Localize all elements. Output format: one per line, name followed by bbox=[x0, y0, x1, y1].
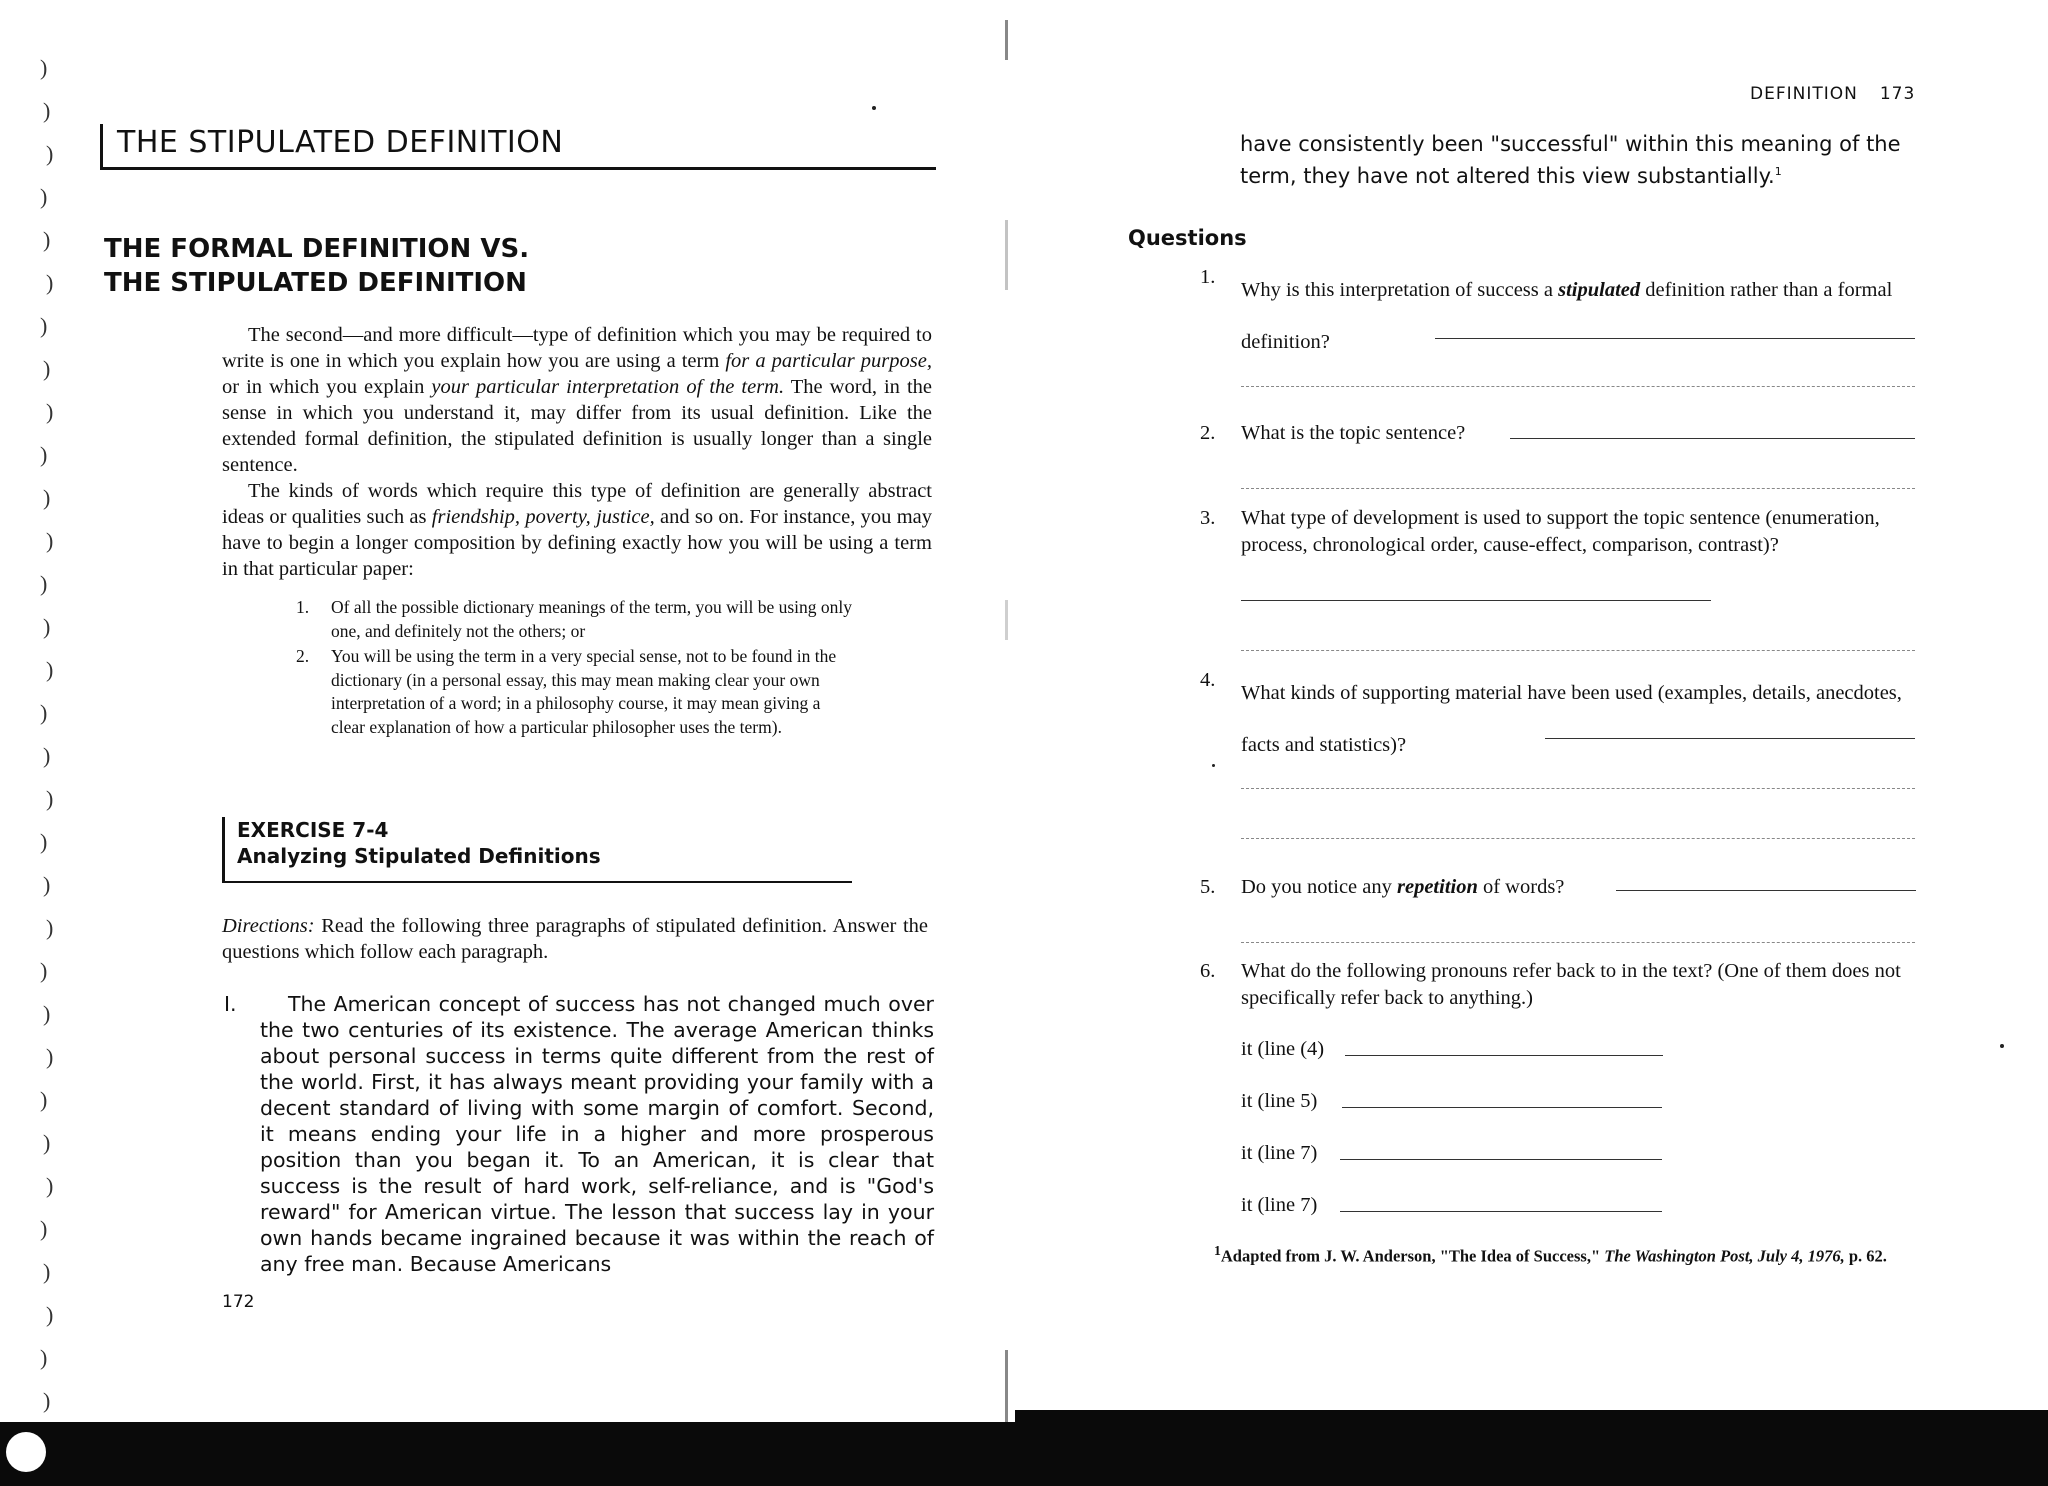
essay-number: I. bbox=[224, 992, 237, 1016]
text-run: and so on. For instance, you may have to begin a longer composition by defining exactly how you will be using a term in that particular paper: bbox=[222, 506, 933, 580]
italic-text-run: for a particular purpose, bbox=[725, 350, 932, 372]
binding-mark: ) bbox=[43, 1259, 51, 1284]
directions-label: Directions: bbox=[222, 915, 315, 937]
binding-mark: ) bbox=[40, 829, 48, 854]
answer-line[interactable] bbox=[1241, 942, 1915, 943]
binding-mark: ) bbox=[46, 915, 54, 940]
essay-passage bbox=[222, 991, 934, 1277]
binding-mark: ) bbox=[46, 657, 54, 682]
binding-mark: ) bbox=[46, 1302, 54, 1327]
binding-mark: ) bbox=[43, 485, 51, 510]
question-text bbox=[1241, 958, 1920, 1012]
intro-body bbox=[222, 322, 932, 582]
question-text bbox=[1241, 420, 1920, 447]
list-item-text: Of all the possible dictionary meanings of the term, you will be using only one, and definitely not the others; or bbox=[331, 597, 853, 641]
footnote-reference: 1 bbox=[1774, 165, 1782, 178]
text-run: The kinds of words which require this type of definition are generally abstract ideas or qualities such as bbox=[222, 480, 932, 528]
text-run: Do you notice any bbox=[1241, 876, 1397, 898]
answer-line[interactable] bbox=[1545, 738, 1915, 739]
exercise-header bbox=[222, 817, 852, 883]
numbered-list bbox=[296, 596, 856, 741]
binding-mark: ) bbox=[46, 1044, 54, 1069]
question-4 bbox=[1200, 667, 1920, 771]
binding-mark: ) bbox=[40, 700, 48, 725]
intro-paragraph-2 bbox=[222, 478, 932, 582]
list-item-text: You will be using the term in a very special sense, not to be found in the dictionary (in a personal essay, this may mean making clear your own interpretation of a word; in a philosophy course, it may mean giving a clear explanation of how a particular philosopher uses the term). bbox=[331, 646, 837, 737]
footnote bbox=[1214, 1243, 1887, 1267]
text-run: What kinds of supporting material have been used (examples, details, anecdotes, facts and statistics)? bbox=[1241, 682, 1902, 756]
answer-line[interactable] bbox=[1241, 788, 1915, 789]
binding-mark: ) bbox=[40, 571, 48, 596]
question-text bbox=[1241, 505, 1920, 559]
answer-line[interactable] bbox=[1241, 838, 1915, 839]
binding-mark: ) bbox=[40, 313, 48, 338]
text-run: What is the topic sentence? bbox=[1241, 422, 1466, 444]
footnote-text: Adapted from J. W. Anderson, "The Idea of Success," bbox=[1220, 1246, 1605, 1266]
list-item-number: 2. bbox=[296, 646, 310, 666]
binding-edge-marks bbox=[40, 55, 80, 1435]
exercise-number: EXERCISE 7-4 bbox=[237, 818, 389, 842]
question-text bbox=[1241, 264, 1920, 368]
italic-text-run: repetition bbox=[1397, 876, 1478, 898]
list-item bbox=[296, 596, 856, 643]
text-run: What do the following pronouns refer back to in the text? (One of them does not specifically refer back to anything.) bbox=[1241, 960, 1901, 1009]
pronoun-item bbox=[1241, 1088, 1317, 1115]
binding-mark: ) bbox=[46, 399, 54, 424]
binding-mark: ) bbox=[40, 55, 48, 80]
list-item-number: 1. bbox=[296, 597, 310, 617]
binding-mark: ) bbox=[40, 184, 48, 209]
answer-line[interactable] bbox=[1345, 1055, 1663, 1056]
pronoun-item bbox=[1241, 1036, 1324, 1063]
question-1 bbox=[1200, 264, 1920, 368]
answer-line[interactable] bbox=[1340, 1159, 1662, 1160]
binding-mark: ) bbox=[43, 1388, 51, 1413]
italic-text-run: friendship, poverty, justice, bbox=[431, 506, 655, 528]
page-number-right: 173 bbox=[1879, 84, 1916, 104]
pronoun-label: it (line 7) bbox=[1241, 1142, 1318, 1164]
text-run: Why is this interpretation of success a bbox=[1241, 279, 1559, 301]
answer-line[interactable] bbox=[1241, 386, 1915, 387]
binding-mark: ) bbox=[46, 528, 54, 553]
binding-mark: ) bbox=[46, 1173, 54, 1198]
continued-paragraph bbox=[1240, 131, 1918, 190]
text-run: of words? bbox=[1477, 876, 1565, 898]
binding-mark: ) bbox=[40, 1087, 48, 1112]
section-heading-line: THE FORMAL DEFINITION VS. bbox=[104, 234, 530, 264]
binding-mark: ) bbox=[40, 1345, 48, 1370]
answer-line[interactable] bbox=[1241, 650, 1915, 651]
question-number: 2. bbox=[1200, 422, 1216, 444]
questions-heading: Questions bbox=[1128, 226, 1247, 250]
answer-line[interactable] bbox=[1342, 1107, 1662, 1108]
answer-line[interactable] bbox=[1435, 338, 1915, 339]
answer-line[interactable] bbox=[1241, 488, 1915, 489]
binding-mark: ) bbox=[43, 356, 51, 381]
italic-text-run: your particular interpretation of the term. bbox=[431, 376, 785, 398]
footnote-source: The Washington Post, July 4, 1976, bbox=[1604, 1246, 1845, 1266]
footnote-marker: 1 bbox=[1214, 1243, 1221, 1258]
answer-line[interactable] bbox=[1241, 600, 1711, 601]
footnote-page: p. 62. bbox=[1844, 1246, 1887, 1266]
binding-mark: ) bbox=[46, 141, 54, 166]
question-number: 3. bbox=[1200, 507, 1216, 529]
section-heading bbox=[104, 232, 704, 300]
directions-text: Read the following three paragraphs of stipulated definition. Answer the questions which follow each paragraph. bbox=[222, 915, 928, 963]
binding-mark: ) bbox=[40, 958, 48, 983]
binding-mark: ) bbox=[40, 442, 48, 467]
binding-mark: ) bbox=[43, 1130, 51, 1155]
intro-paragraph-1 bbox=[222, 322, 932, 478]
binding-mark: ) bbox=[43, 227, 51, 252]
binding-mark: ) bbox=[43, 98, 51, 123]
exercise-title: Analyzing Stipulated Definitions bbox=[237, 844, 601, 868]
running-head bbox=[1750, 84, 1915, 104]
question-3 bbox=[1200, 505, 1920, 559]
binding-mark: ) bbox=[43, 872, 51, 897]
binding-mark: ) bbox=[46, 786, 54, 811]
question-text bbox=[1241, 874, 1920, 901]
page-number-left: 172 bbox=[222, 1292, 255, 1312]
text-run: definition rather than a formal definition? bbox=[1241, 279, 1893, 353]
question-number: 1. bbox=[1200, 266, 1216, 288]
pronoun-label: it (line 5) bbox=[1241, 1090, 1318, 1112]
question-number: 6. bbox=[1200, 960, 1216, 982]
pronoun-item bbox=[1241, 1192, 1317, 1219]
scan-speck bbox=[2000, 1044, 2004, 1048]
answer-line[interactable] bbox=[1340, 1211, 1662, 1212]
question-number: 4. bbox=[1200, 669, 1216, 691]
question-6 bbox=[1200, 958, 1920, 1012]
directions bbox=[222, 913, 928, 965]
text-run: What type of development is used to support the topic sentence (enumeration, process, chronological order, cause-effect, comparison, contrast)? bbox=[1241, 507, 1880, 556]
pronoun-label: it (line (4) bbox=[1241, 1038, 1325, 1060]
book-spine-gutter bbox=[1005, 20, 1009, 1420]
binding-mark: ) bbox=[43, 1001, 51, 1026]
pronoun-item bbox=[1241, 1140, 1317, 1167]
binding-mark: ) bbox=[40, 1216, 48, 1241]
answer-line[interactable] bbox=[1616, 890, 1916, 891]
scan-bottom-shadow bbox=[0, 1422, 2048, 1486]
binding-mark: ) bbox=[43, 614, 51, 639]
text-run: The word, in the sense in which you understand it, may differ from its usual definition. Like the extended formal definition, the stipulated definition is usually longer than a single sentence. bbox=[222, 376, 932, 476]
text-run: The second—and more difficult—type of definition which you may be required to write is one in which you explain how you are using a term bbox=[222, 324, 932, 372]
binding-mark: ) bbox=[43, 743, 51, 768]
pronoun-label: it (line 7) bbox=[1241, 1194, 1318, 1216]
answer-line[interactable] bbox=[1510, 438, 1915, 439]
running-head-title: DEFINITION bbox=[1750, 84, 1858, 104]
scan-speck bbox=[872, 106, 876, 110]
section-heading-line: THE STIPULATED DEFINITION bbox=[104, 268, 527, 298]
italic-text-run: stipulated bbox=[1558, 279, 1641, 301]
binding-mark: ) bbox=[46, 270, 54, 295]
question-5 bbox=[1200, 874, 1920, 901]
question-text bbox=[1241, 667, 1920, 771]
question-number: 5. bbox=[1200, 876, 1216, 898]
continued-text: have consistently been "successful" within this meaning of the term, they have not altered this view substantially. bbox=[1240, 132, 1901, 188]
text-run: or in which you explain bbox=[222, 376, 432, 398]
punch-hole bbox=[6, 1432, 46, 1472]
question-2 bbox=[1200, 420, 1920, 447]
chapter-title: THE STIPULATED DEFINITION bbox=[100, 124, 936, 170]
list-item bbox=[296, 645, 856, 739]
essay-text: The American concept of success has not changed much over the two centuries of its existence. The average American thinks about personal success in terms quite different from the rest of the world. First, it has always meant providing your family with a decent standard of living with some margin of comfort. Second, it means ending your life in a higher and more prosperous position than you began it. To an American, it is clear that success is the result of hard work, self-reliance, and is "God's reward" for American virtue. The lesson that success lay in your own hands became ingrained because it was within the reach of any free man. Because Americans bbox=[260, 992, 934, 1276]
